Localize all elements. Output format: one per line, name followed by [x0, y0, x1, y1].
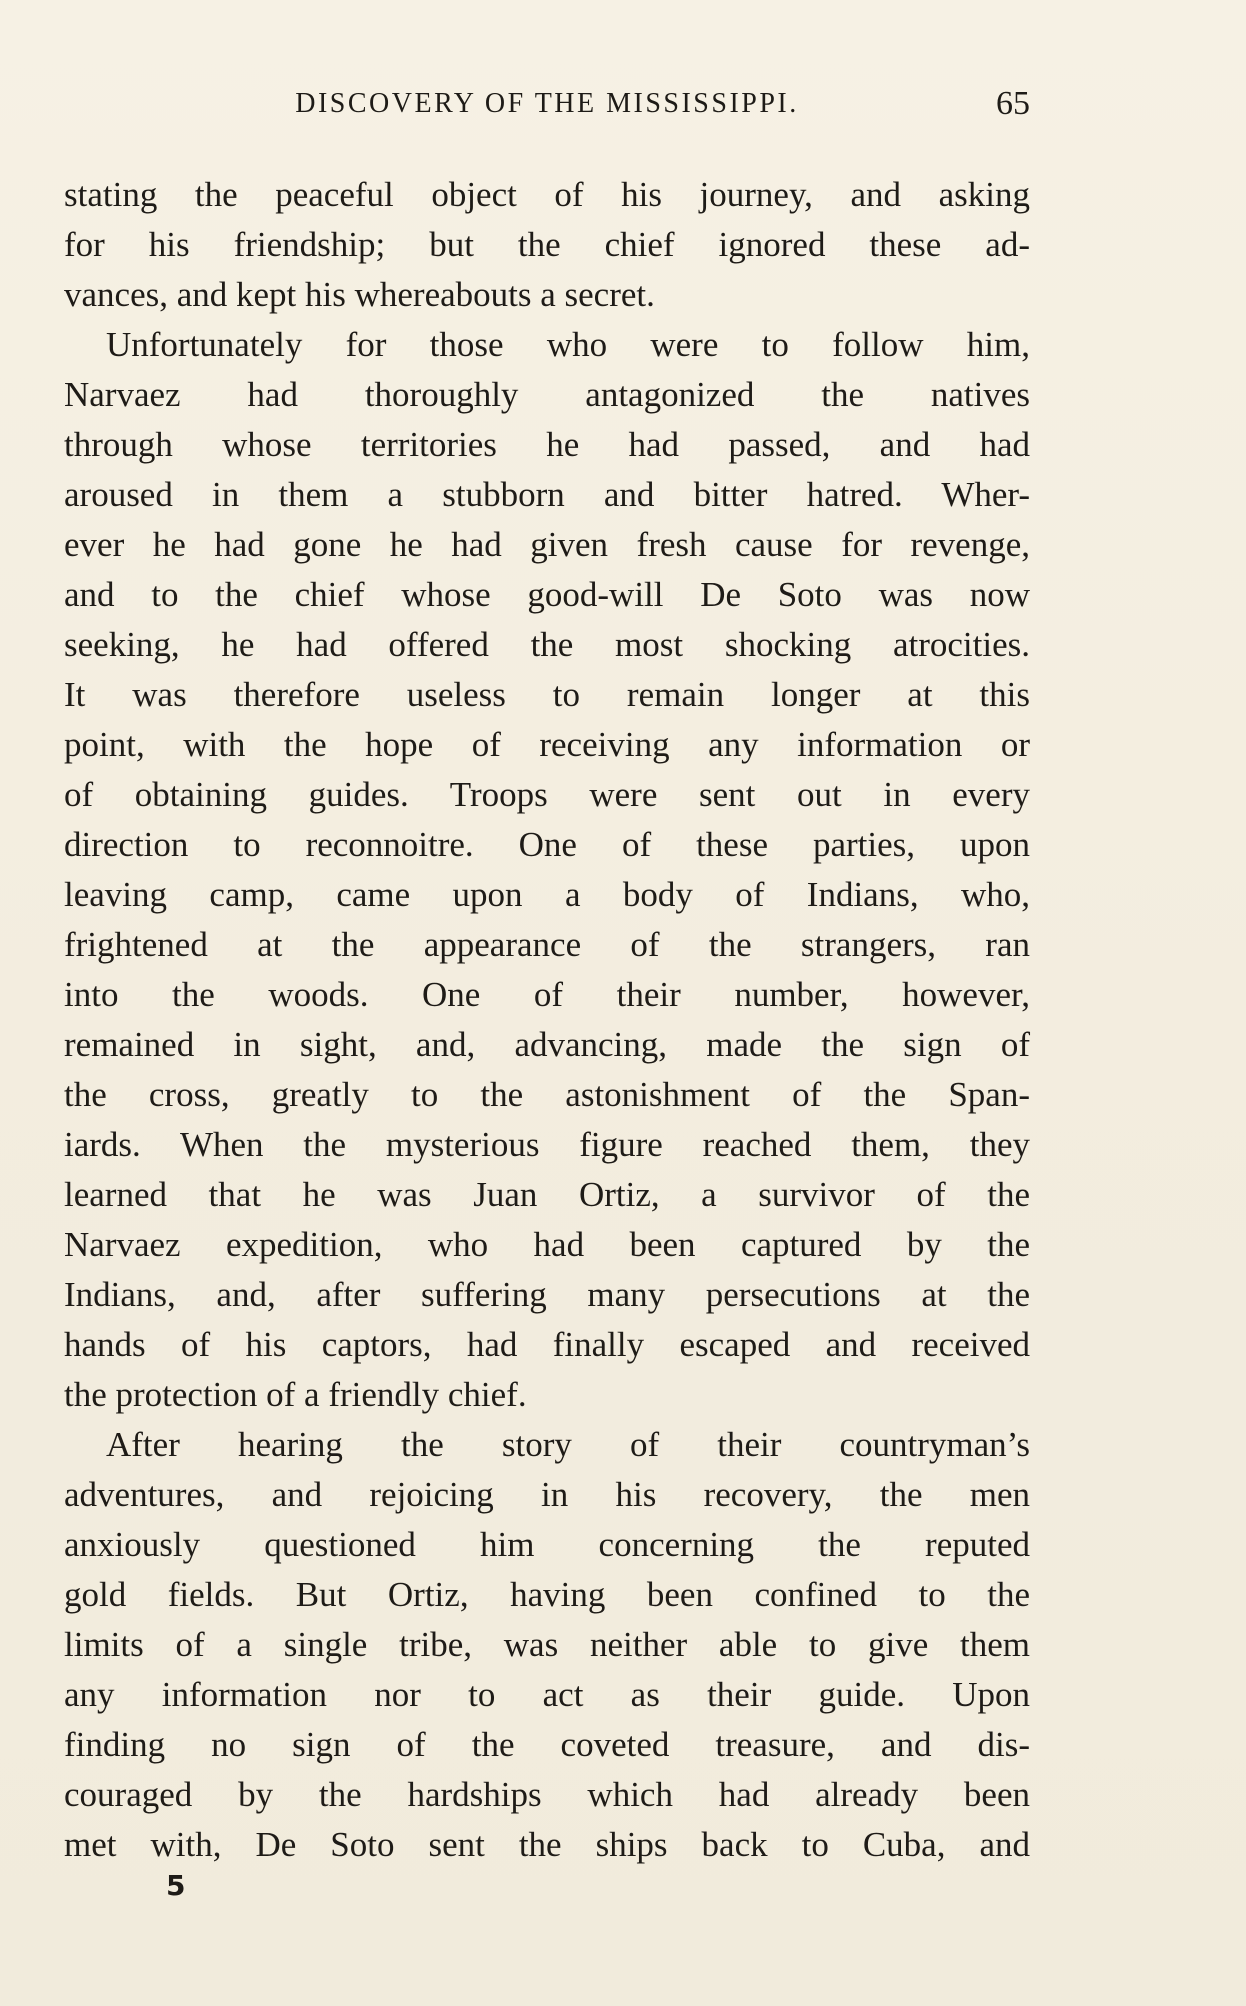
text-line: point, with the hope of receiving any information or [64, 725, 1030, 764]
text-line: of obtaining guides. Troops were sent out in every [64, 775, 1030, 814]
text-line: through whose territories he had passed, and had [64, 425, 1030, 464]
text-line: finding no sign of the coveted treasure, and dis- [64, 1725, 1030, 1764]
text-line: limits of a single tribe, was neither able to give them [64, 1625, 1030, 1664]
running-head [64, 84, 1030, 124]
text-line: gold fields. But Ortiz, having been confined to the [64, 1575, 1030, 1614]
text-line: frightened at the appearance of the strangers, ran [64, 925, 1030, 964]
text-line: remained in sight, and, advancing, made the sign of [64, 1025, 1030, 1064]
text-line: aroused in them a stubborn and bitter hatred. Wher- [64, 475, 1030, 514]
text-line: anxiously questioned him concerning the reputed [64, 1525, 1030, 1564]
text-line: Narvaez expedition, who had been captured by the [64, 1225, 1030, 1264]
text-line: Narvaez had thoroughly antagonized the natives [64, 375, 1030, 414]
text-line: Unfortunately for those who were to follow him, [106, 325, 1030, 364]
text-line: the protection of a friendly chief. [64, 1375, 527, 1414]
text-line: leaving camp, came upon a body of Indians, who, [64, 875, 1030, 914]
text-line: ever he had gone he had given fresh cause for revenge, [64, 525, 1030, 564]
text-line: stating the peaceful object of his journey, and asking [64, 175, 1030, 214]
text-line: met with, De Soto sent the ships back to Cuba, and [64, 1825, 1030, 1864]
text-line: couraged by the hardships which had already been [64, 1775, 1030, 1814]
text-line: into the woods. One of their number, however, [64, 975, 1030, 1014]
text-line: iards. When the mysterious figure reached them, they [64, 1125, 1030, 1164]
signature-mark: 5 [166, 1869, 186, 1902]
text-line: for his friendship; but the chief ignored these ad- [64, 225, 1030, 264]
text-line: hands of his captors, had finally escaped and received [64, 1325, 1030, 1364]
body-text [64, 170, 1030, 1870]
text-line: any information nor to act as their guide. Upon [64, 1675, 1030, 1714]
text-line: and to the chief whose good-will De Soto was now [64, 575, 1030, 614]
running-title: DISCOVERY OF THE MISSISSIPPI. [295, 88, 799, 119]
text-line: It was therefore useless to remain longer at this [64, 675, 1030, 714]
text-line: the cross, greatly to the astonishment of the Span- [64, 1075, 1030, 1114]
page-number: 65 [996, 85, 1030, 122]
text-line: learned that he was Juan Ortiz, a survivor of the [64, 1175, 1030, 1214]
text-line: adventures, and rejoicing in his recovery, the men [64, 1475, 1030, 1514]
text-line: Indians, and, after suffering many persecutions at the [64, 1275, 1030, 1314]
text-line: vances, and kept his whereabouts a secret. [64, 275, 655, 314]
text-line: After hearing the story of their countryman’s [106, 1425, 1030, 1464]
text-line: direction to reconnoitre. One of these parties, upon [64, 825, 1030, 864]
text-line: seeking, he had offered the most shocking atrocities. [64, 625, 1030, 664]
